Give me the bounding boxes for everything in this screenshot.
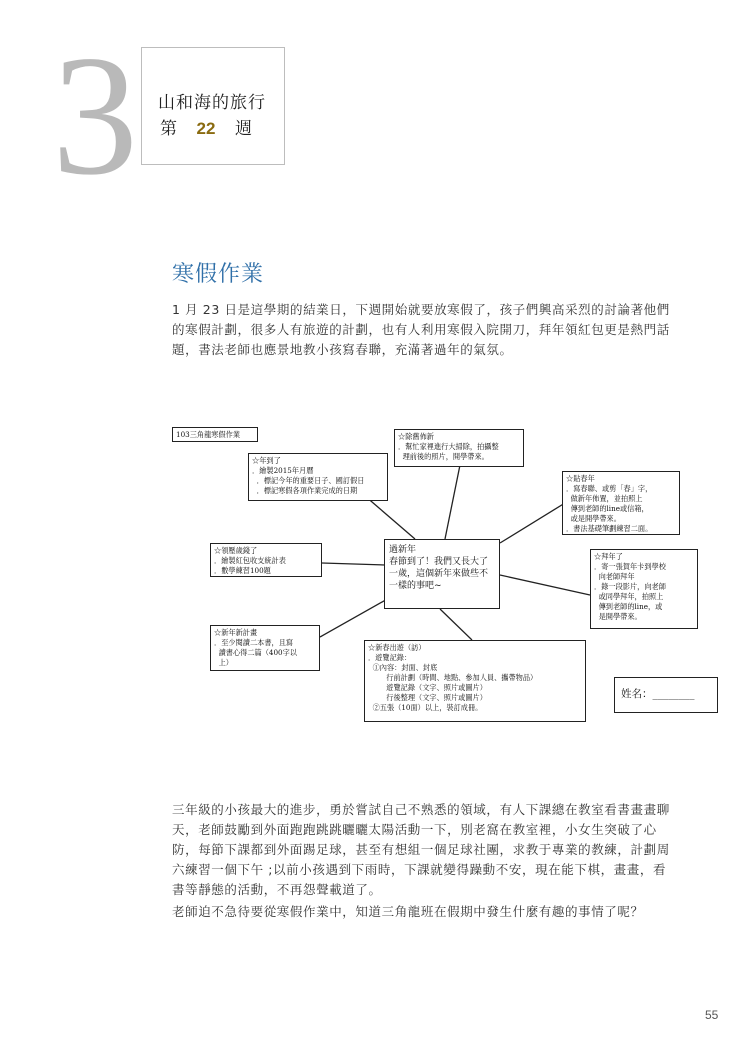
- homework-diagram: [170, 415, 730, 725]
- reading-box: ☆新年新計畫 ．至少閱讀二本書，且寫 讀書心得二篇（400字以 上）: [210, 625, 320, 671]
- travel-box: ☆新春出遊（訪） ．遊覽記錄： ①內容：封面、封底 行前計劃（時間、地點、參加人員、攜帶物品） 遊覽記錄（文字、照片或圖片） 行後整理（文字、照片或圖片） ②五張（10面）以上，裝訂成冊。: [364, 640, 586, 722]
- week-prefix: 第: [160, 119, 177, 139]
- section-title: 寒假作業: [172, 262, 265, 287]
- budget-box: ☆領壓歲錢了 ．繪製紅包收支統計表 ．數學練習100題: [210, 543, 322, 577]
- intro-paragraph: 1 月 23 日是這學期的結業日，下週開始就要放寒假了，孩子們興高采烈的討論著他們的寒假計劃，很多人有旅遊的計劃，也有人利用寒假入院開刀，拜年領紅包更是熱門話題，書法老師也應景地教小孩寫春聯，充滿著過年的氣氛。: [172, 302, 670, 357]
- progress-paragraph: 三年級的小孩最大的進步，勇於嘗試自己不熟悉的領域，有人下課總在教室看書畫畫聊天，老師鼓勵到外面跑跑跳跳曬曬太陽活動一下，別老窩在教室裡，小女生突破了心防，每節下課都到外面踢足球，甚至有想組一個足球社團，求教于專業的教練，計劃周六練習一個下午 ;以前小孩遇到下雨時，下課就變得躁動不安，現在能下棋，畫畫，看書等靜態的活動，不再怨聲載道了。: [172, 802, 670, 897]
- week-line: [160, 114, 252, 139]
- diagram-header: 103三角龍寒假作業: [172, 427, 258, 442]
- page-number: 55: [705, 1008, 719, 1022]
- couplet-box: ☆貼春年 ．寫春聯、或剪「春」字， 做新年佈置，並拍照上 傳到老師的line或信箱， 或是開學帶來。 ．書法基礎筆劃練習二面。: [562, 471, 680, 535]
- name-field: 姓名：________: [614, 677, 718, 713]
- connector-couplet: [500, 503, 565, 543]
- chapter-box: [141, 47, 285, 165]
- chapter-number: 3: [52, 21, 138, 211]
- center-box: 過新年 春節到了！我們又長大了 一歲，這個新年來做些不 一樣的事吧~: [384, 539, 500, 609]
- week-suffix: 週: [235, 119, 252, 139]
- week-number: 22: [196, 119, 216, 138]
- connector-clean: [445, 465, 460, 539]
- clean-box: ☆除舊佈新 ．幫忙家裡進行大掃除，拍攝整 理前後的照片，開學帶來。: [394, 429, 524, 467]
- connector-greeting: [500, 575, 590, 595]
- year-box: ☆年到了 ．繪製2015年月曆 ．標記今年的重要日子、國訂假日 ．標記寒假各項作業完成的日期: [248, 453, 388, 501]
- connector-travel: [440, 609, 472, 640]
- greeting-box: ☆拜年了 ．寄一張賀年卡到學校 向老師拜年 ．錄一段影片，向老師 或同學拜年，拍照上 傳到老師的line，或 是開學帶來。: [590, 549, 698, 629]
- connector-budget: [322, 563, 385, 565]
- closing-paragraph: 老師迫不急待要從寒假作業中，知道三角龍班在假期中發生什麼有趣的事情了呢？: [172, 904, 644, 919]
- chapter-title: 山和海的旅行: [158, 93, 266, 113]
